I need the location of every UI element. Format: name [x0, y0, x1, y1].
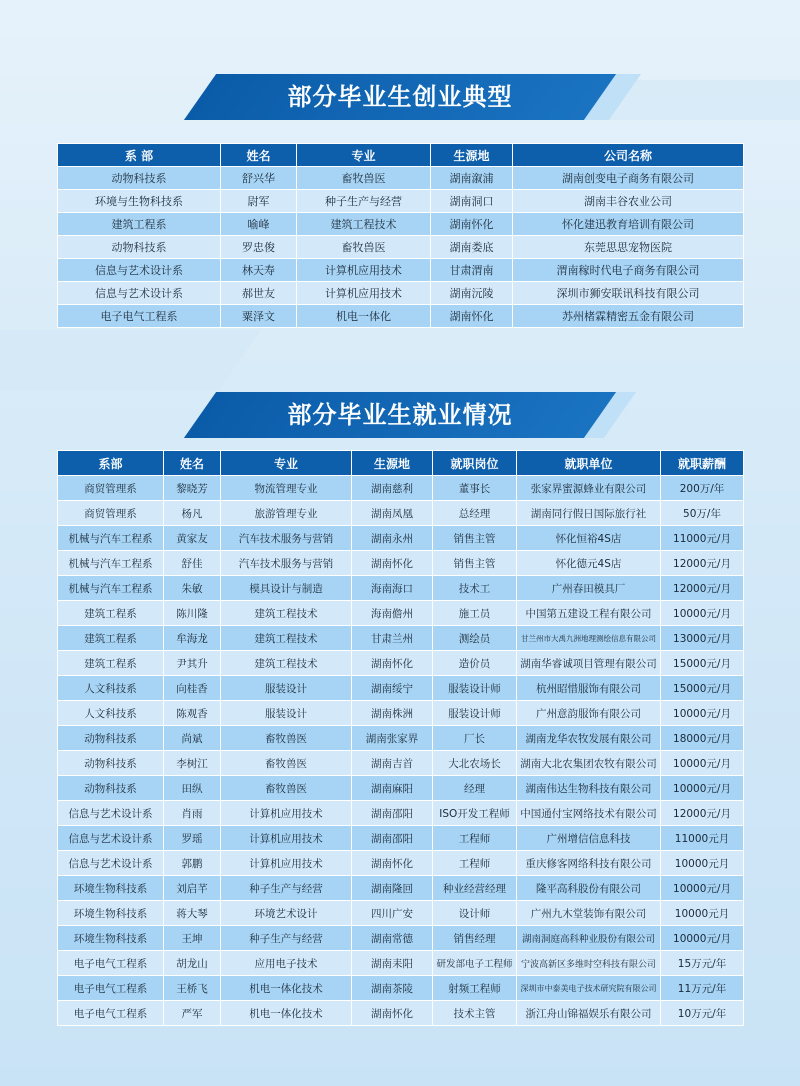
table-row: [58, 305, 744, 328]
table-cell: 物流管理专业: [221, 476, 352, 501]
table-cell: 刘启芊: [164, 876, 221, 901]
table-cell: 计算机应用技术: [221, 826, 352, 851]
table-cell: 渭南稼时代电子商务有限公司: [513, 259, 744, 282]
table-cell: 四川广安: [352, 901, 433, 926]
table-cell: 10000元/月: [661, 751, 744, 776]
table-cell: 计算机应用技术: [297, 282, 431, 305]
table-cell: 广州意韵服饰有限公司: [517, 701, 661, 726]
table-cell: 大北农场长: [433, 751, 517, 776]
table-cell: 建筑工程系: [58, 651, 164, 676]
table-cell: 造价员: [433, 651, 517, 676]
table-cell: 50万/年: [661, 501, 744, 526]
column-header: 专业: [297, 144, 431, 167]
table-cell: 12000元/月: [661, 801, 744, 826]
section2-banner: [0, 392, 800, 438]
table-cell: 10000元/月: [661, 876, 744, 901]
table-cell: 动物科技系: [58, 167, 221, 190]
table-cell: 苏州楮霖精密五金有限公司: [513, 305, 744, 328]
table-cell: 10000元/月: [661, 926, 744, 951]
table-cell: 隆平高科股份有限公司: [517, 876, 661, 901]
section1-banner: [0, 74, 800, 120]
table-cell: 建筑工程技术: [221, 651, 352, 676]
table-cell: 商贸管理系: [58, 501, 164, 526]
table-cell: 服装设计师: [433, 701, 517, 726]
table-row: [58, 526, 744, 551]
table-cell: 汽车技术服务与营销: [221, 526, 352, 551]
table-cell: 信息与艺术设计系: [58, 801, 164, 826]
table-cell: 总经理: [433, 501, 517, 526]
table-cell: 怀化德元4S店: [517, 551, 661, 576]
table-cell: 湖南怀化: [352, 551, 433, 576]
table-cell: 信息与艺术设计系: [58, 259, 221, 282]
table-cell: 湖南溆浦: [431, 167, 513, 190]
table-cell: 湖南麻阳: [352, 776, 433, 801]
table-cell: 湖南怀化: [352, 851, 433, 876]
table-cell: 王坤: [164, 926, 221, 951]
table-row: [58, 476, 744, 501]
table-cell: 浙江舟山锦福娱乐有限公司: [517, 1001, 661, 1026]
table-cell: 种业经营经理: [433, 876, 517, 901]
table-cell: 10000元/月: [661, 601, 744, 626]
table-cell: 湖南茶陵: [352, 976, 433, 1001]
table-cell: 12000元/月: [661, 551, 744, 576]
table-cell: 牟海龙: [164, 626, 221, 651]
table-row: [58, 167, 744, 190]
table-cell: 广州春田模具厂: [517, 576, 661, 601]
table-cell: 湖南怀化: [431, 213, 513, 236]
table-cell: 建筑工程技术: [297, 213, 431, 236]
table-cell: 湖南隆回: [352, 876, 433, 901]
table-cell: 湖南洞口: [431, 190, 513, 213]
table-cell: 湖南吉首: [352, 751, 433, 776]
table-cell: 湖南邵阳: [352, 801, 433, 826]
table-cell: 人文科技系: [58, 701, 164, 726]
table-cell: 服装设计: [221, 701, 352, 726]
table-cell: 甘肃兰州: [352, 626, 433, 651]
table-cell: 黎晓芳: [164, 476, 221, 501]
table-row: [58, 851, 744, 876]
table-cell: 电子电气工程系: [58, 951, 164, 976]
table-cell: 湖南慈利: [352, 476, 433, 501]
table-row: [58, 1001, 744, 1026]
table-cell: 信息与艺术设计系: [58, 826, 164, 851]
table-cell: 应用电子技术: [221, 951, 352, 976]
table-cell: 张家界蜜源蜂业有限公司: [517, 476, 661, 501]
table-cell: 湖南株洲: [352, 701, 433, 726]
table-cell: ISO开发工程师: [433, 801, 517, 826]
table-cell: 湖南龙华农牧发展有限公司: [517, 726, 661, 751]
table-cell: 15000元/月: [661, 676, 744, 701]
table-cell: 陈川隆: [164, 601, 221, 626]
table-cell: 广州九木堂装饰有限公司: [517, 901, 661, 926]
table-row: [58, 601, 744, 626]
table-cell: 18000元/月: [661, 726, 744, 751]
table-row: [58, 951, 744, 976]
column-header: 就职薪酬: [661, 451, 744, 476]
table-cell: 林天寿: [221, 259, 297, 282]
column-header: 姓名: [164, 451, 221, 476]
column-header: 生源地: [352, 451, 433, 476]
table-row: [58, 259, 744, 282]
table-cell: 向桂香: [164, 676, 221, 701]
table-row: [58, 626, 744, 651]
table-cell: 经理: [433, 776, 517, 801]
table-cell: 服装设计: [221, 676, 352, 701]
table-cell: 黄家友: [164, 526, 221, 551]
column-header: 专业: [221, 451, 352, 476]
table-cell: 施工员: [433, 601, 517, 626]
table-cell: 动物科技系: [58, 236, 221, 259]
table-cell: 宁波高新区多维时空科技有限公司: [517, 951, 661, 976]
table-cell: 建筑工程技术: [221, 601, 352, 626]
table-cell: 机电一体化: [297, 305, 431, 328]
table-cell: 15000元/月: [661, 651, 744, 676]
table-cell: 深圳市中泰美电子技术研究院有限公司: [517, 976, 661, 1001]
table-cell: 动物科技系: [58, 776, 164, 801]
table-cell: 湖南华睿诚项目管理有限公司: [517, 651, 661, 676]
table-cell: 中国通付宝网络技术有限公司: [517, 801, 661, 826]
table-cell: 舒兴华: [221, 167, 297, 190]
table-cell: 12000元/月: [661, 576, 744, 601]
table-cell: 甘兰州市大禹九洲地理测绘信息有限公司: [517, 626, 661, 651]
table-cell: 种子生产与经营: [297, 190, 431, 213]
table-cell: 畜牧兽医: [221, 776, 352, 801]
table-cell: 电子电气工程系: [58, 976, 164, 1001]
table-cell: 重庆修客网络科技有限公司: [517, 851, 661, 876]
column-header: 生源地: [431, 144, 513, 167]
table-cell: 海南海口: [352, 576, 433, 601]
table-row: [58, 236, 744, 259]
table-cell: 湖南沅陵: [431, 282, 513, 305]
table-cell: 湖南怀化: [352, 651, 433, 676]
column-header: 就职单位: [517, 451, 661, 476]
table-cell: 研发部电子工程师: [433, 951, 517, 976]
table-row: [58, 776, 744, 801]
table-row: [58, 676, 744, 701]
table-cell: 湖南娄底: [431, 236, 513, 259]
table-cell: 人文科技系: [58, 676, 164, 701]
table-cell: 严军: [164, 1001, 221, 1026]
table-header-row: [58, 451, 744, 476]
table-cell: 11000元月: [661, 826, 744, 851]
table-cell: 10万元/年: [661, 1001, 744, 1026]
table-cell: 技术工: [433, 576, 517, 601]
table-cell: 销售主管: [433, 551, 517, 576]
table-cell: 建筑工程系: [58, 601, 164, 626]
table-cell: 湖南大北农集团农牧有限公司: [517, 751, 661, 776]
table-cell: 工程师: [433, 826, 517, 851]
table-cell: 杨凡: [164, 501, 221, 526]
table-cell: 环境艺术设计: [221, 901, 352, 926]
table-cell: 旅游管理专业: [221, 501, 352, 526]
table-cell: 建筑工程系: [58, 213, 221, 236]
table-cell: 服装设计师: [433, 676, 517, 701]
table-row: [58, 901, 744, 926]
table-cell: 畜牧兽医: [297, 167, 431, 190]
table-row: [58, 926, 744, 951]
table-cell: 肖雨: [164, 801, 221, 826]
table-cell: 畜牧兽医: [221, 726, 352, 751]
table-cell: 射频工程师: [433, 976, 517, 1001]
table-cell: 尚斌: [164, 726, 221, 751]
table-cell: 董事长: [433, 476, 517, 501]
table-cell: 湖南绥宁: [352, 676, 433, 701]
table-cell: 10000元/月: [661, 701, 744, 726]
table-cell: 湖南怀化: [431, 305, 513, 328]
table-cell: 王桥飞: [164, 976, 221, 1001]
table-cell: 机电一体化技术: [221, 1001, 352, 1026]
table-cell: 畜牧兽医: [297, 236, 431, 259]
table-cell: 朱敏: [164, 576, 221, 601]
table-cell: 湖南同行假日国际旅行社: [517, 501, 661, 526]
table-cell: 环境生物科技系: [58, 876, 164, 901]
table-cell: 湖南丰谷农业公司: [513, 190, 744, 213]
table-cell: 技术主管: [433, 1001, 517, 1026]
table-row: [58, 501, 744, 526]
table-cell: 机械与汽车工程系: [58, 576, 164, 601]
column-header: 姓名: [221, 144, 297, 167]
table-cell: 销售经理: [433, 926, 517, 951]
table-row: [58, 576, 744, 601]
table-row: [58, 726, 744, 751]
table-header-row: [58, 144, 744, 167]
table-cell: 湖南常德: [352, 926, 433, 951]
table-cell: 测绘员: [433, 626, 517, 651]
table-cell: 湖南怀化: [352, 1001, 433, 1026]
table-cell: 200万/年: [661, 476, 744, 501]
table-cell: 计算机应用技术: [297, 259, 431, 282]
table-cell: 种子生产与经营: [221, 876, 352, 901]
background-decoration: [0, 330, 261, 390]
table-cell: 海南儋州: [352, 601, 433, 626]
table-cell: 环境生物科技系: [58, 926, 164, 951]
table-cell: 陈观香: [164, 701, 221, 726]
entrepreneur-table: [57, 143, 744, 328]
table-cell: 汽车技术服务与营销: [221, 551, 352, 576]
table-cell: 湖南耒阳: [352, 951, 433, 976]
table-cell: 信息与艺术设计系: [58, 282, 221, 305]
table-cell: 工程师: [433, 851, 517, 876]
table-cell: 喻峰: [221, 213, 297, 236]
table-cell: 10000元/月: [661, 776, 744, 801]
table-cell: 怀化恒裕4S店: [517, 526, 661, 551]
table-cell: 环境与生物科技系: [58, 190, 221, 213]
table-cell: 东莞思思宠物医院: [513, 236, 744, 259]
table-cell: 郝世友: [221, 282, 297, 305]
table-cell: 10000元月: [661, 901, 744, 926]
column-header: 公司名称: [513, 144, 744, 167]
table-cell: 模具设计与制造: [221, 576, 352, 601]
table-row: [58, 751, 744, 776]
table-cell: 尹其升: [164, 651, 221, 676]
table-row: [58, 551, 744, 576]
table-cell: 建筑工程技术: [221, 626, 352, 651]
table-cell: 杭州昭惜服饰有限公司: [517, 676, 661, 701]
table-cell: 商贸管理系: [58, 476, 164, 501]
table-cell: 田纵: [164, 776, 221, 801]
table-cell: 计算机应用技术: [221, 851, 352, 876]
table-row: [58, 826, 744, 851]
table-cell: 胡龙山: [164, 951, 221, 976]
column-header: 系部: [58, 451, 164, 476]
table-cell: 尉军: [221, 190, 297, 213]
table-row: [58, 213, 744, 236]
table-cell: 甘肃渭南: [431, 259, 513, 282]
table-row: [58, 876, 744, 901]
table-cell: 畜牧兽医: [221, 751, 352, 776]
column-header: 就职岗位: [433, 451, 517, 476]
table-cell: 机电一体化技术: [221, 976, 352, 1001]
table-row: [58, 651, 744, 676]
table-cell: 设计师: [433, 901, 517, 926]
table-cell: 蒋大琴: [164, 901, 221, 926]
table-cell: 环境生物科技系: [58, 901, 164, 926]
table-row: [58, 701, 744, 726]
table-cell: 罗忠俊: [221, 236, 297, 259]
table-cell: 广州增信信息科技: [517, 826, 661, 851]
table-cell: 湖南伟达生物科技有限公司: [517, 776, 661, 801]
table-row: [58, 190, 744, 213]
table-cell: 舒佳: [164, 551, 221, 576]
table-cell: 湖南创变电子商务有限公司: [513, 167, 744, 190]
table-cell: 电子电气工程系: [58, 305, 221, 328]
table-cell: 厂长: [433, 726, 517, 751]
table-cell: 计算机应用技术: [221, 801, 352, 826]
table-cell: 湖南凤凰: [352, 501, 433, 526]
table-cell: 动物科技系: [58, 751, 164, 776]
table-cell: 种子生产与经营: [221, 926, 352, 951]
section1-title: 部分毕业生创业典型: [287, 83, 513, 111]
table-cell: 11万元/年: [661, 976, 744, 1001]
table-cell: 销售主管: [433, 526, 517, 551]
table-cell: 动物科技系: [58, 726, 164, 751]
table-cell: 湖南永州: [352, 526, 433, 551]
table-cell: 电子电气工程系: [58, 1001, 164, 1026]
table-row: [58, 801, 744, 826]
section2-title: 部分毕业生就业情况: [287, 401, 513, 429]
table-cell: 粟泽文: [221, 305, 297, 328]
table-cell: 信息与艺术设计系: [58, 851, 164, 876]
column-header: 系 部: [58, 144, 221, 167]
employment-table: [57, 450, 744, 1026]
table-cell: 李树江: [164, 751, 221, 776]
table-cell: 13000元/月: [661, 626, 744, 651]
table-cell: 11000元/月: [661, 526, 744, 551]
table-cell: 湖南洞庭高科种业股份有限公司: [517, 926, 661, 951]
table-cell: 机械与汽车工程系: [58, 526, 164, 551]
table-cell: 湖南邵阳: [352, 826, 433, 851]
table-cell: 机械与汽车工程系: [58, 551, 164, 576]
table-cell: 中国第五建设工程有限公司: [517, 601, 661, 626]
table-row: [58, 976, 744, 1001]
table-cell: 10000元月: [661, 851, 744, 876]
table-cell: 建筑工程系: [58, 626, 164, 651]
table-cell: 怀化建迅教育培训有限公司: [513, 213, 744, 236]
table-cell: 湖南张家界: [352, 726, 433, 751]
table-cell: 15万元/年: [661, 951, 744, 976]
table-cell: 郭鹏: [164, 851, 221, 876]
table-row: [58, 282, 744, 305]
table-cell: 罗瑶: [164, 826, 221, 851]
table-cell: 深圳市狮安联讯科技有限公司: [513, 282, 744, 305]
